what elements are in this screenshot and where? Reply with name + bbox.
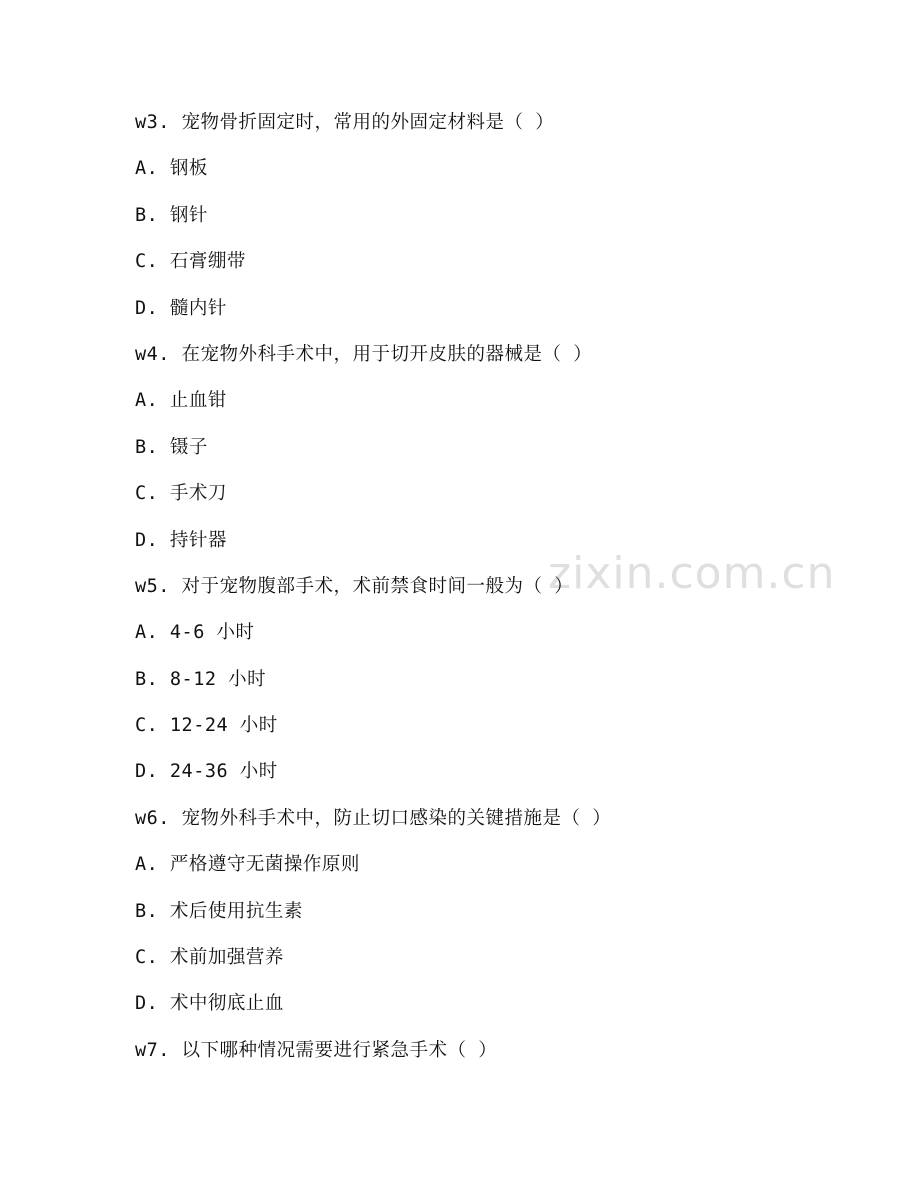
option-b: B. 术后使用抗生素 bbox=[135, 900, 303, 922]
question-stem-w7: w7. 以下哪种情况需要进行紧急手术（ ） bbox=[135, 1039, 498, 1061]
option-a: A. 4-6 小时 bbox=[135, 622, 255, 644]
question-stem-w4: w4. 在宠物外科手术中，用于切开皮肤的器械是（ ） bbox=[135, 343, 593, 365]
watermark: zixin.com.cn bbox=[548, 548, 836, 599]
question-stem-w5: w5. 对于宠物腹部手术，术前禁食时间一般为（ ） bbox=[135, 575, 574, 597]
document-body bbox=[135, 107, 835, 1081]
question-stem-w6: w6. 宠物外科手术中，防止切口感染的关键措施是（ ） bbox=[135, 807, 612, 829]
option-b: B. 8-12 小时 bbox=[135, 668, 267, 690]
option-c: C. 手术刀 bbox=[135, 483, 227, 505]
option-d: D. 髓内针 bbox=[135, 297, 227, 319]
option-c: C. 石膏绷带 bbox=[135, 251, 246, 273]
option-d: D. 持针器 bbox=[135, 529, 227, 551]
option-d: D. 24-36 小时 bbox=[135, 761, 278, 783]
option-d: D. 术中彻底止血 bbox=[135, 993, 284, 1015]
option-a: A. 严格遵守无菌操作原则 bbox=[135, 854, 360, 876]
question-stem-w3: w3. 宠物骨折固定时，常用的外固定材料是（ ） bbox=[135, 112, 555, 133]
option-a: A. 钢板 bbox=[135, 158, 208, 180]
option-a: A. 止血钳 bbox=[135, 390, 227, 412]
option-b: B. 镊子 bbox=[135, 436, 208, 458]
option-c: C. 术前加强营养 bbox=[135, 947, 284, 969]
option-b: B. 钢针 bbox=[135, 204, 208, 226]
option-c: C. 12-24 小时 bbox=[135, 715, 278, 737]
